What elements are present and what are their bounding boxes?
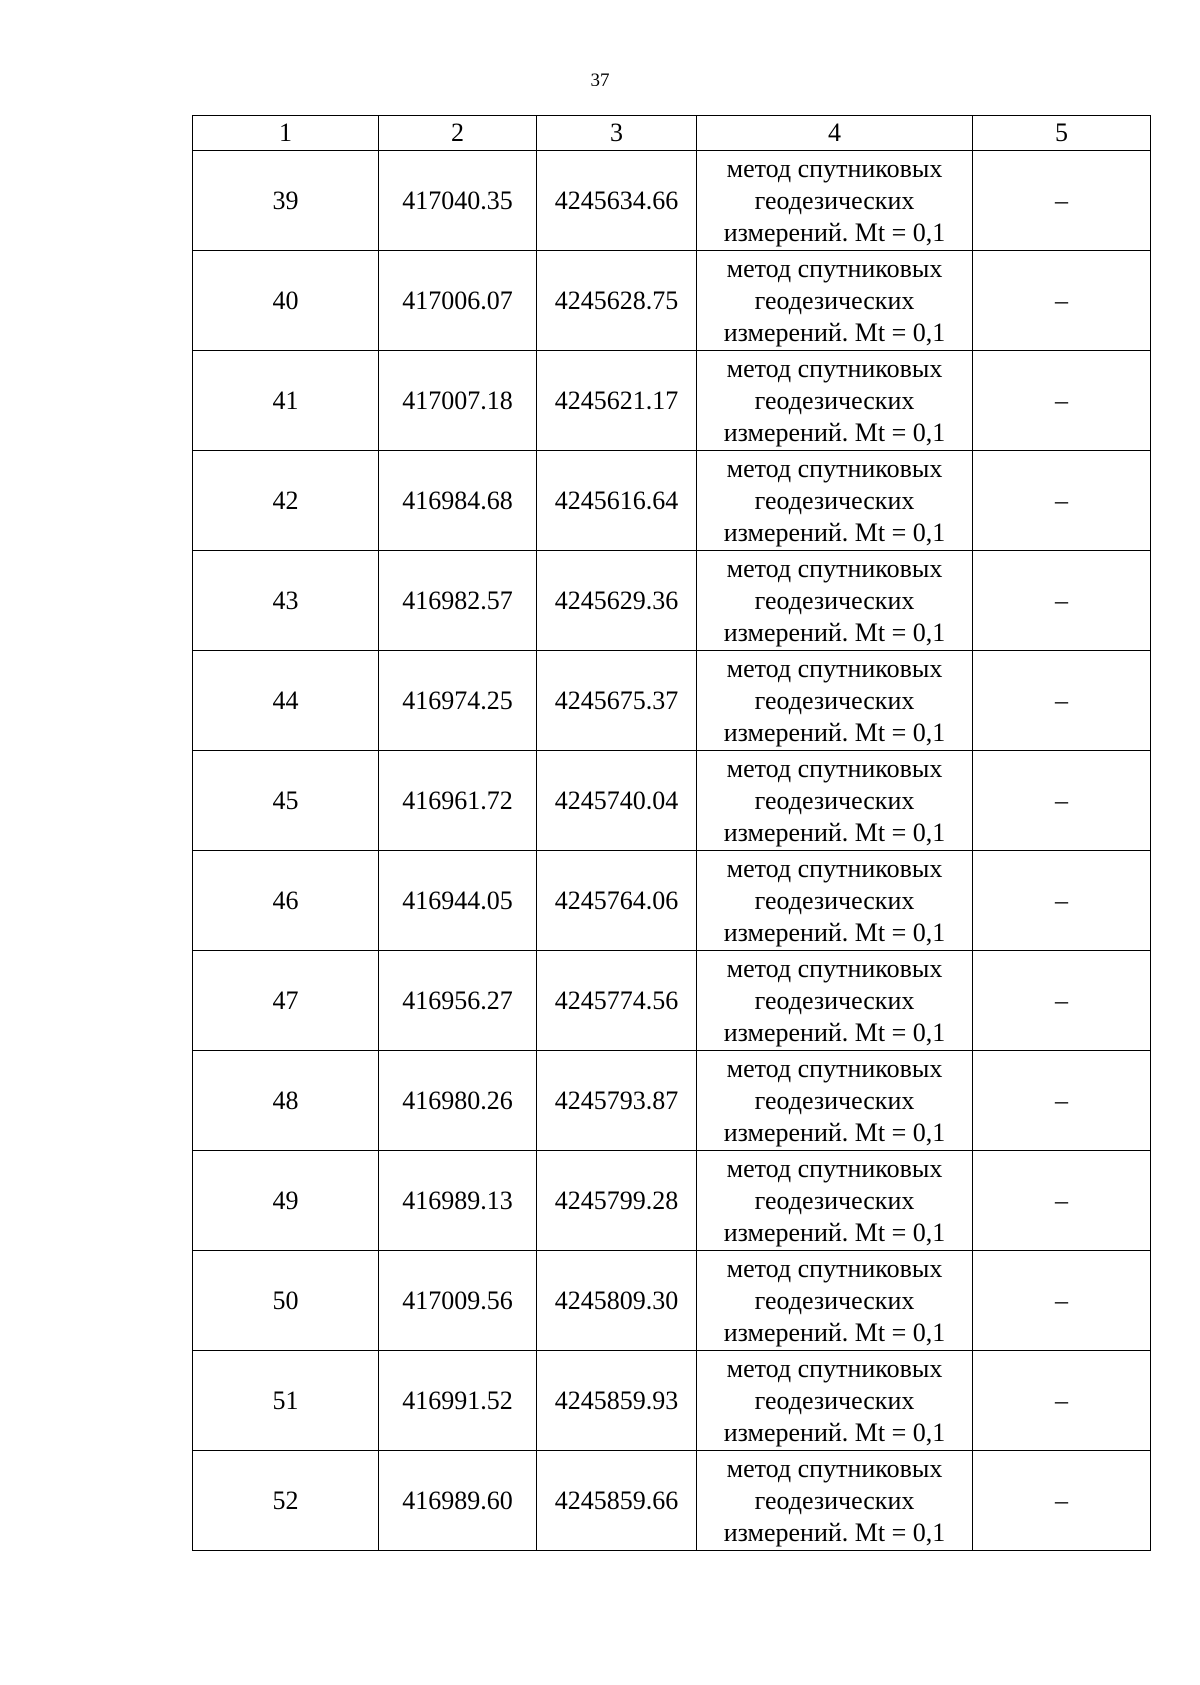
table-row	[193, 1151, 1151, 1251]
note-cell: –	[973, 451, 1151, 551]
point-number-cell: 47	[193, 951, 379, 1051]
method-cell	[697, 1251, 973, 1351]
note-cell: –	[973, 1451, 1151, 1551]
x-coordinate-cell: 416984.68	[379, 451, 537, 551]
method-cell	[697, 851, 973, 951]
y-coordinate-cell: 4245629.36	[537, 551, 697, 651]
table-row	[193, 1351, 1151, 1451]
method-text-line: геодезических	[754, 385, 915, 415]
x-coordinate-cell: 416989.60	[379, 1451, 537, 1551]
note-cell: –	[973, 851, 1151, 951]
method-text-line: метод спутниковых	[726, 1453, 943, 1483]
coordinates-table	[192, 115, 1151, 1551]
y-coordinate-cell: 4245859.93	[537, 1351, 697, 1451]
x-coordinate-cell: 416991.52	[379, 1351, 537, 1451]
table-row	[193, 1251, 1151, 1351]
note-cell: –	[973, 351, 1151, 451]
method-text-line: геодезических	[754, 1185, 915, 1215]
method-text-line: измерений. Mt = 0,1	[723, 917, 946, 947]
column-header: 4	[697, 116, 973, 151]
method-text-line: метод спутниковых	[726, 453, 943, 483]
method-text-line: геодезических	[754, 785, 915, 815]
method-text-line: метод спутниковых	[726, 853, 943, 883]
method-text-line: метод спутниковых	[726, 153, 943, 183]
method-text-line: геодезических	[754, 585, 915, 615]
y-coordinate-cell: 4245859.66	[537, 1451, 697, 1551]
method-text-line: метод спутниковых	[726, 553, 943, 583]
x-coordinate-cell: 416980.26	[379, 1051, 537, 1151]
table-row	[193, 1451, 1151, 1551]
note-cell: –	[973, 151, 1151, 251]
method-text-line: измерений. Mt = 0,1	[723, 1517, 946, 1547]
x-coordinate-cell: 417040.35	[379, 151, 537, 251]
table-row	[193, 751, 1151, 851]
y-coordinate-cell: 4245809.30	[537, 1251, 697, 1351]
method-text-line: геодезических	[754, 1085, 915, 1115]
x-coordinate-cell: 416956.27	[379, 951, 537, 1051]
x-coordinate-cell: 417007.18	[379, 351, 537, 451]
method-cell	[697, 351, 973, 451]
point-number-cell: 51	[193, 1351, 379, 1451]
point-number-cell: 52	[193, 1451, 379, 1551]
method-text-line: измерений. Mt = 0,1	[723, 817, 946, 847]
method-cell	[697, 1351, 973, 1451]
column-header: 5	[973, 116, 1151, 151]
method-text-line: геодезических	[754, 885, 915, 915]
point-number-cell: 40	[193, 251, 379, 351]
method-text-line: метод спутниковых	[726, 1153, 943, 1183]
table-row	[193, 651, 1151, 751]
note-cell: –	[973, 751, 1151, 851]
method-cell	[697, 1451, 973, 1551]
method-text-line: геодезических	[754, 685, 915, 715]
table-row	[193, 151, 1151, 251]
table-body	[193, 151, 1151, 1551]
point-number-cell: 49	[193, 1151, 379, 1251]
method-text-line: метод спутниковых	[726, 1253, 943, 1283]
method-text-line: геодезических	[754, 1485, 915, 1515]
note-cell: –	[973, 551, 1151, 651]
column-header: 3	[537, 116, 697, 151]
point-number-cell: 50	[193, 1251, 379, 1351]
column-header: 1	[193, 116, 379, 151]
method-text-line: измерений. Mt = 0,1	[723, 617, 946, 647]
method-text-line: метод спутниковых	[726, 1053, 943, 1083]
method-text-line: измерений. Mt = 0,1	[723, 317, 946, 347]
y-coordinate-cell: 4245740.04	[537, 751, 697, 851]
point-number-cell: 46	[193, 851, 379, 951]
method-text-line: метод спутниковых	[726, 253, 943, 283]
method-text-line: метод спутниковых	[726, 1353, 943, 1383]
y-coordinate-cell: 4245628.75	[537, 251, 697, 351]
method-text-line: метод спутниковых	[726, 353, 943, 383]
y-coordinate-cell: 4245764.06	[537, 851, 697, 951]
table-row	[193, 851, 1151, 951]
point-number-cell: 39	[193, 151, 379, 251]
x-coordinate-cell: 416982.57	[379, 551, 537, 651]
note-cell: –	[973, 1251, 1151, 1351]
method-text-line: измерений. Mt = 0,1	[723, 417, 946, 447]
note-cell: –	[973, 251, 1151, 351]
point-number-cell: 42	[193, 451, 379, 551]
y-coordinate-cell: 4245793.87	[537, 1051, 697, 1151]
point-number-cell: 44	[193, 651, 379, 751]
point-number-cell: 43	[193, 551, 379, 651]
table-row	[193, 951, 1151, 1051]
method-text-line: измерений. Mt = 0,1	[723, 217, 946, 247]
note-cell: –	[973, 1351, 1151, 1451]
method-cell	[697, 451, 973, 551]
method-text-line: измерений. Mt = 0,1	[723, 517, 946, 547]
method-text-line: геодезических	[754, 185, 915, 215]
method-text-line: геодезических	[754, 985, 915, 1015]
x-coordinate-cell: 416944.05	[379, 851, 537, 951]
method-text-line: метод спутниковых	[726, 653, 943, 683]
method-text-line: геодезических	[754, 485, 915, 515]
method-cell	[697, 751, 973, 851]
table-row	[193, 451, 1151, 551]
method-cell	[697, 951, 973, 1051]
method-text-line: измерений. Mt = 0,1	[723, 1017, 946, 1047]
method-text-line: геодезических	[754, 1285, 915, 1315]
y-coordinate-cell: 4245616.64	[537, 451, 697, 551]
note-cell: –	[973, 1151, 1151, 1251]
method-text-line: измерений. Mt = 0,1	[723, 1117, 946, 1147]
method-text-line: метод спутниковых	[726, 953, 943, 983]
method-text-line: измерений. Mt = 0,1	[723, 1417, 946, 1447]
method-text-line: геодезических	[754, 285, 915, 315]
y-coordinate-cell: 4245634.66	[537, 151, 697, 251]
point-number-cell: 45	[193, 751, 379, 851]
table-row	[193, 551, 1151, 651]
table-row	[193, 1051, 1151, 1151]
method-cell	[697, 651, 973, 751]
method-text-line: геодезических	[754, 1385, 915, 1415]
table-header-row	[193, 116, 1151, 151]
method-cell	[697, 551, 973, 651]
method-text-line: измерений. Mt = 0,1	[723, 1317, 946, 1347]
method-text-line: метод спутниковых	[726, 753, 943, 783]
method-cell	[697, 151, 973, 251]
method-cell	[697, 251, 973, 351]
method-text-line: измерений. Mt = 0,1	[723, 1217, 946, 1247]
x-coordinate-cell: 416961.72	[379, 751, 537, 851]
table-row	[193, 251, 1151, 351]
x-coordinate-cell: 417009.56	[379, 1251, 537, 1351]
note-cell: –	[973, 951, 1151, 1051]
table-row	[193, 351, 1151, 451]
y-coordinate-cell: 4245621.17	[537, 351, 697, 451]
y-coordinate-cell: 4245774.56	[537, 951, 697, 1051]
y-coordinate-cell: 4245799.28	[537, 1151, 697, 1251]
point-number-cell: 41	[193, 351, 379, 451]
note-cell: –	[973, 1051, 1151, 1151]
page-number: 37	[590, 70, 610, 91]
y-coordinate-cell: 4245675.37	[537, 651, 697, 751]
method-cell	[697, 1151, 973, 1251]
x-coordinate-cell: 417006.07	[379, 251, 537, 351]
point-number-cell: 48	[193, 1051, 379, 1151]
method-text-line: измерений. Mt = 0,1	[723, 717, 946, 747]
x-coordinate-cell: 416974.25	[379, 651, 537, 751]
note-cell: –	[973, 651, 1151, 751]
column-header: 2	[379, 116, 537, 151]
x-coordinate-cell: 416989.13	[379, 1151, 537, 1251]
method-cell	[697, 1051, 973, 1151]
